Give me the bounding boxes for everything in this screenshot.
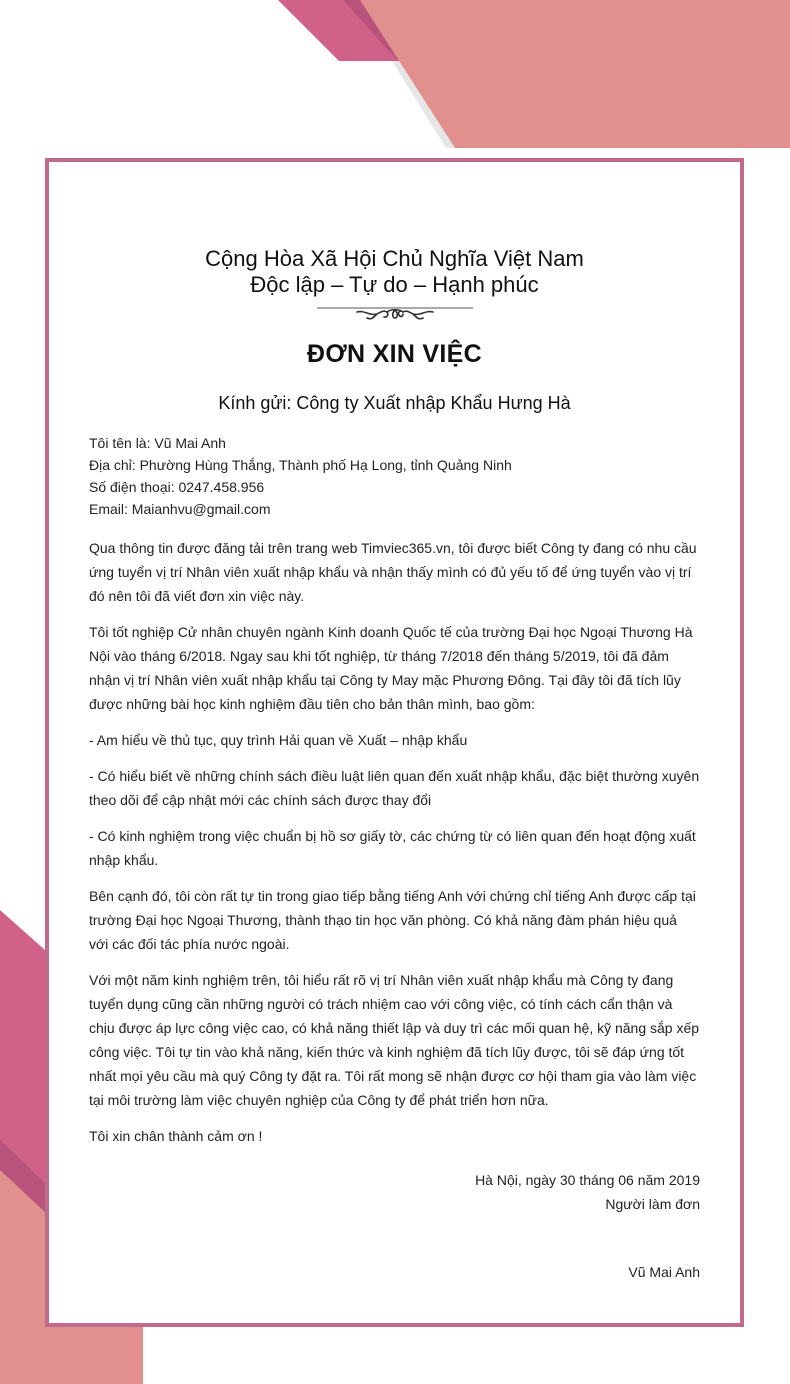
applicant-name: Tôi tên là: Vũ Mai Anh bbox=[89, 435, 226, 451]
closing-thanks: Tôi xin chân thành cảm ơn ! bbox=[89, 1128, 263, 1144]
bottom-magenta-shape bbox=[0, 910, 45, 1210]
skill-item: - Am hiểu về thủ tục, quy trình Hải quan về Xuất – nhập khẩu bbox=[89, 732, 468, 748]
signer-name: Vũ Mai Anh bbox=[628, 1264, 700, 1280]
top-shadow-shape bbox=[343, 0, 455, 61]
top-magenta-shape bbox=[278, 0, 600, 61]
letter-content bbox=[89, 162, 700, 1280]
bottom-shadow-shape bbox=[0, 1140, 45, 1215]
paragraph-intro: Qua thông tin được đăng tải trên trang web Timviec365.vn, tôi được biết Công ty đang có nhu cầu ứng tuyển vị trí Nhân viên xuất nhập khẩu và nhận thấy mình có đủ yếu tố để ứng tuyển vào vị trí đó nên tôi đã viết đơn xin việc này. bbox=[89, 540, 697, 604]
national-header bbox=[89, 246, 700, 298]
document-title: ĐƠN XIN VIỆC bbox=[307, 340, 482, 368]
letter-frame bbox=[45, 158, 744, 1327]
applicant-email: Email: Maianhvu@gmail.com bbox=[89, 501, 271, 517]
bottom-salmon-shape bbox=[0, 1170, 45, 1384]
applicant-phone: Số điện thoại: 0247.458.956 bbox=[89, 479, 265, 495]
signer-role: Người làm đơn bbox=[605, 1196, 700, 1212]
bottom-salmon-block bbox=[0, 1327, 143, 1384]
paragraph-motivation: Với một năm kinh nghiệm trên, tôi hiểu rất rõ vị trí Nhân viên xuất nhập khẩu mà Công ty đang tuyển dụng cũng cần những người có trách nhiệm cao với công việc, có tính cách cẩn thận và chịu được áp lực công việc cao, có khả năng thiết lập và duy trì các mối quan hệ, kỹ năng sắp xếp công việc. Tôi tự tin vào khả năng, kiến thức và kinh nghiệm đã tích lũy được, tôi sẽ đáp ứng tốt nhất mọi yêu cầu mà quý Công ty đặt ra. Tôi rất mong sẽ nhận được cơ hội tham gia vào làm việc tại môi trường làm việc chuyên nghiệp của Công ty để phát triển hơn nữa. bbox=[89, 972, 700, 1108]
skill-item: - Có hiểu biết về những chính sách điều luật liên quan đến xuất nhập khẩu, đặc biệt thường xuyên theo dõi để cập nhật mới các chính sách được thay đổi bbox=[89, 768, 700, 808]
place-date: Hà Nội, ngày 30 tháng 06 năm 2019 bbox=[475, 1172, 700, 1188]
flourish-divider-icon bbox=[317, 304, 473, 326]
paragraph-education: Tôi tốt nghiệp Cử nhân chuyên ngành Kinh doanh Quốc tế của trường Đại học Ngoại Thương Hà Nội vào tháng 6/2018. Ngay sau khi tốt nghiệp, từ tháng 7/2018 đến tháng 5/2019, tôi đã đảm nhận vị trí Nhân viên xuất nhập khẩu tại Công ty May mặc Phương Đông. Tại đây tôi đã tích lũy được những bài học kinh nghiệm đầu tiên cho bản thân mình, bao gồm: bbox=[89, 624, 693, 712]
signature-block bbox=[89, 1168, 700, 1216]
top-gray-shadow bbox=[392, 61, 455, 148]
paragraph-languages: Bên cạnh đó, tôi còn rất tự tin trong giao tiếp bằng tiếng Anh với chứng chỉ tiếng Anh được cấp tại trường Đại học Ngoại Thương, thành thạo tin học văn phòng. Có khả năng đàm phán hiệu quả với các đối tác phía nước ngoài. bbox=[89, 888, 696, 952]
applicant-address: Địa chỉ: Phường Hùng Thắng, Thành phố Hạ Long, tỉnh Quảng Ninh bbox=[89, 457, 512, 473]
nation-name: Cộng Hòa Xã Hội Chủ Nghĩa Việt Nam bbox=[205, 246, 584, 271]
top-salmon-shape bbox=[360, 0, 790, 148]
nation-motto: Độc lập – Tự do – Hạnh phúc bbox=[250, 272, 539, 297]
applicant-info bbox=[89, 432, 700, 520]
skill-item: - Có kinh nghiệm trong việc chuẩn bị hồ sơ giấy tờ, các chứng từ có liên quan đến hoạt động xuất nhập khẩu. bbox=[89, 828, 696, 868]
recipient-line: Kính gửi: Công ty Xuất nhập Khẩu Hưng Hà bbox=[218, 393, 571, 413]
